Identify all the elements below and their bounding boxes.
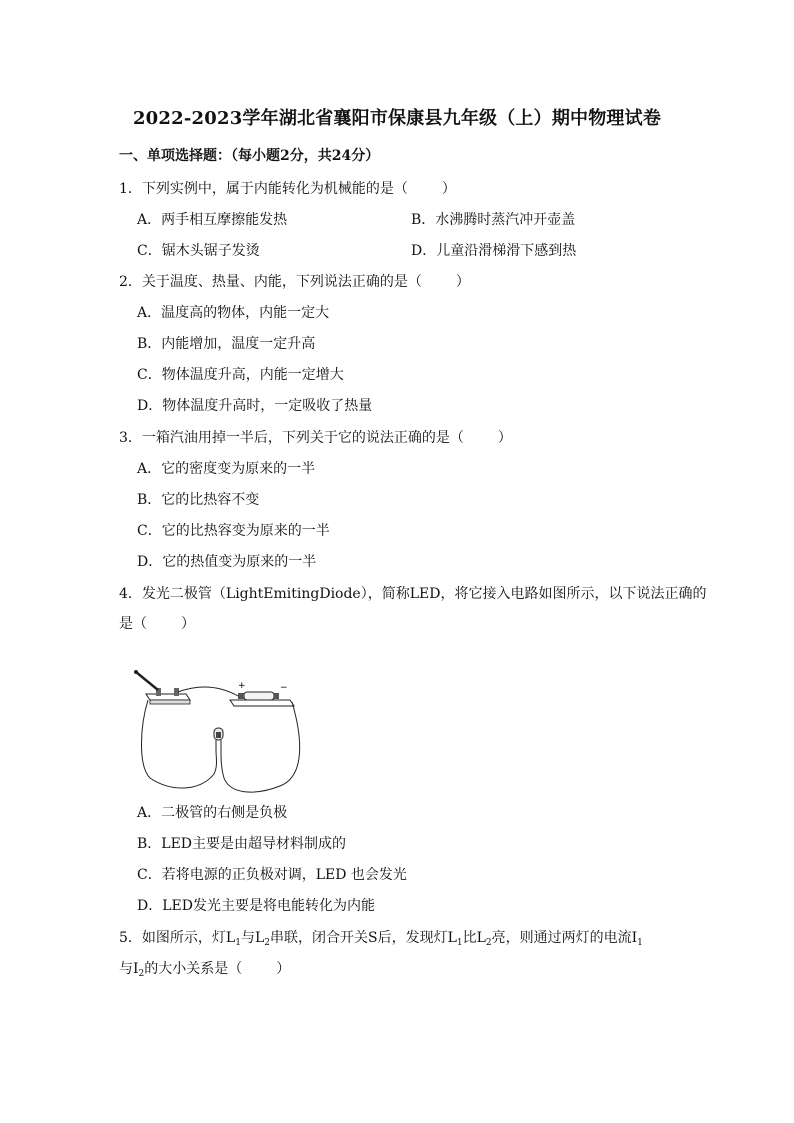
led	[214, 728, 223, 750]
question-3-option-d: D．它的热值变为原来的一半	[137, 554, 317, 570]
question-4-stem-continued: 是（ ）	[119, 616, 195, 632]
question-1-option-c: C．锯木头锯子发烫	[137, 243, 260, 259]
exam-title: 2022-2023学年湖北省襄阳市保康县九年级（上）期中物理试卷	[132, 108, 662, 129]
led-circuit-figure	[130, 666, 310, 798]
question-2-option-b: B．内能增加，温度一定升高	[137, 336, 316, 352]
question-1-option-d: D．儿童沿滑梯滑下感到热	[411, 243, 577, 259]
question-3-option-c: C．它的比热容变为原来的一半	[137, 523, 330, 539]
question-2-option-a: A．温度高的物体，内能一定大	[137, 305, 330, 321]
question-2-option-d: D．物体温度升高时，一定吸收了热量	[137, 398, 373, 414]
question-2-option-c: C．物体温度升高，内能一定增大	[137, 367, 344, 383]
battery-plus-label: +	[238, 681, 246, 691]
question-1-option-b: B．水沸腾时蒸汽冲开壶盖	[411, 212, 576, 228]
question-1-stem: 1．下列实例中，属于内能转化为机械能的是（ ）	[119, 181, 456, 197]
question-4-option-c: C．若将电源的正负极对调，LED 也会发光	[137, 867, 407, 883]
question-4-option-a: A．二极管的右侧是负极	[137, 805, 288, 821]
question-5-stem: 5．如图所示，灯$L_1$与$L_2$串联，闭合开关S后，发现灯$L_1$比$L_2$亮，则通过两灯的电流$I_1$	[119, 930, 643, 948]
battery-minus-label: −	[280, 683, 288, 693]
switch	[134, 670, 190, 704]
question-1-option-a: A．两手相互摩擦能发热	[137, 212, 288, 228]
question-2-stem: 2．关于温度、热量、内能，下列说法正确的是（ ）	[119, 274, 470, 290]
question-3-option-b: B．它的比热容不变	[137, 492, 260, 508]
question-4-option-d: D．LED发光主要是将电能转化为内能	[137, 898, 375, 914]
question-5-stem-continued: 与$I_2$的大小关系是（ ）	[119, 961, 291, 979]
question-3-option-a: A．它的密度变为原来的一半	[137, 461, 316, 477]
battery	[230, 681, 294, 706]
question-3-stem: 3．一箱汽油用掉一半后，下列关于它的说法正确的是（ ）	[119, 430, 512, 446]
section-heading: 一、单项选择题：（每小题2分，共24分）	[119, 148, 380, 164]
question-4-option-b: B．LED主要是由超导材料制成的	[137, 836, 347, 852]
question-4-stem: 4．发光二极管（LightEmitingDiode），简称LED，将它接入电路如图所示，以下说法正确的	[119, 586, 707, 602]
